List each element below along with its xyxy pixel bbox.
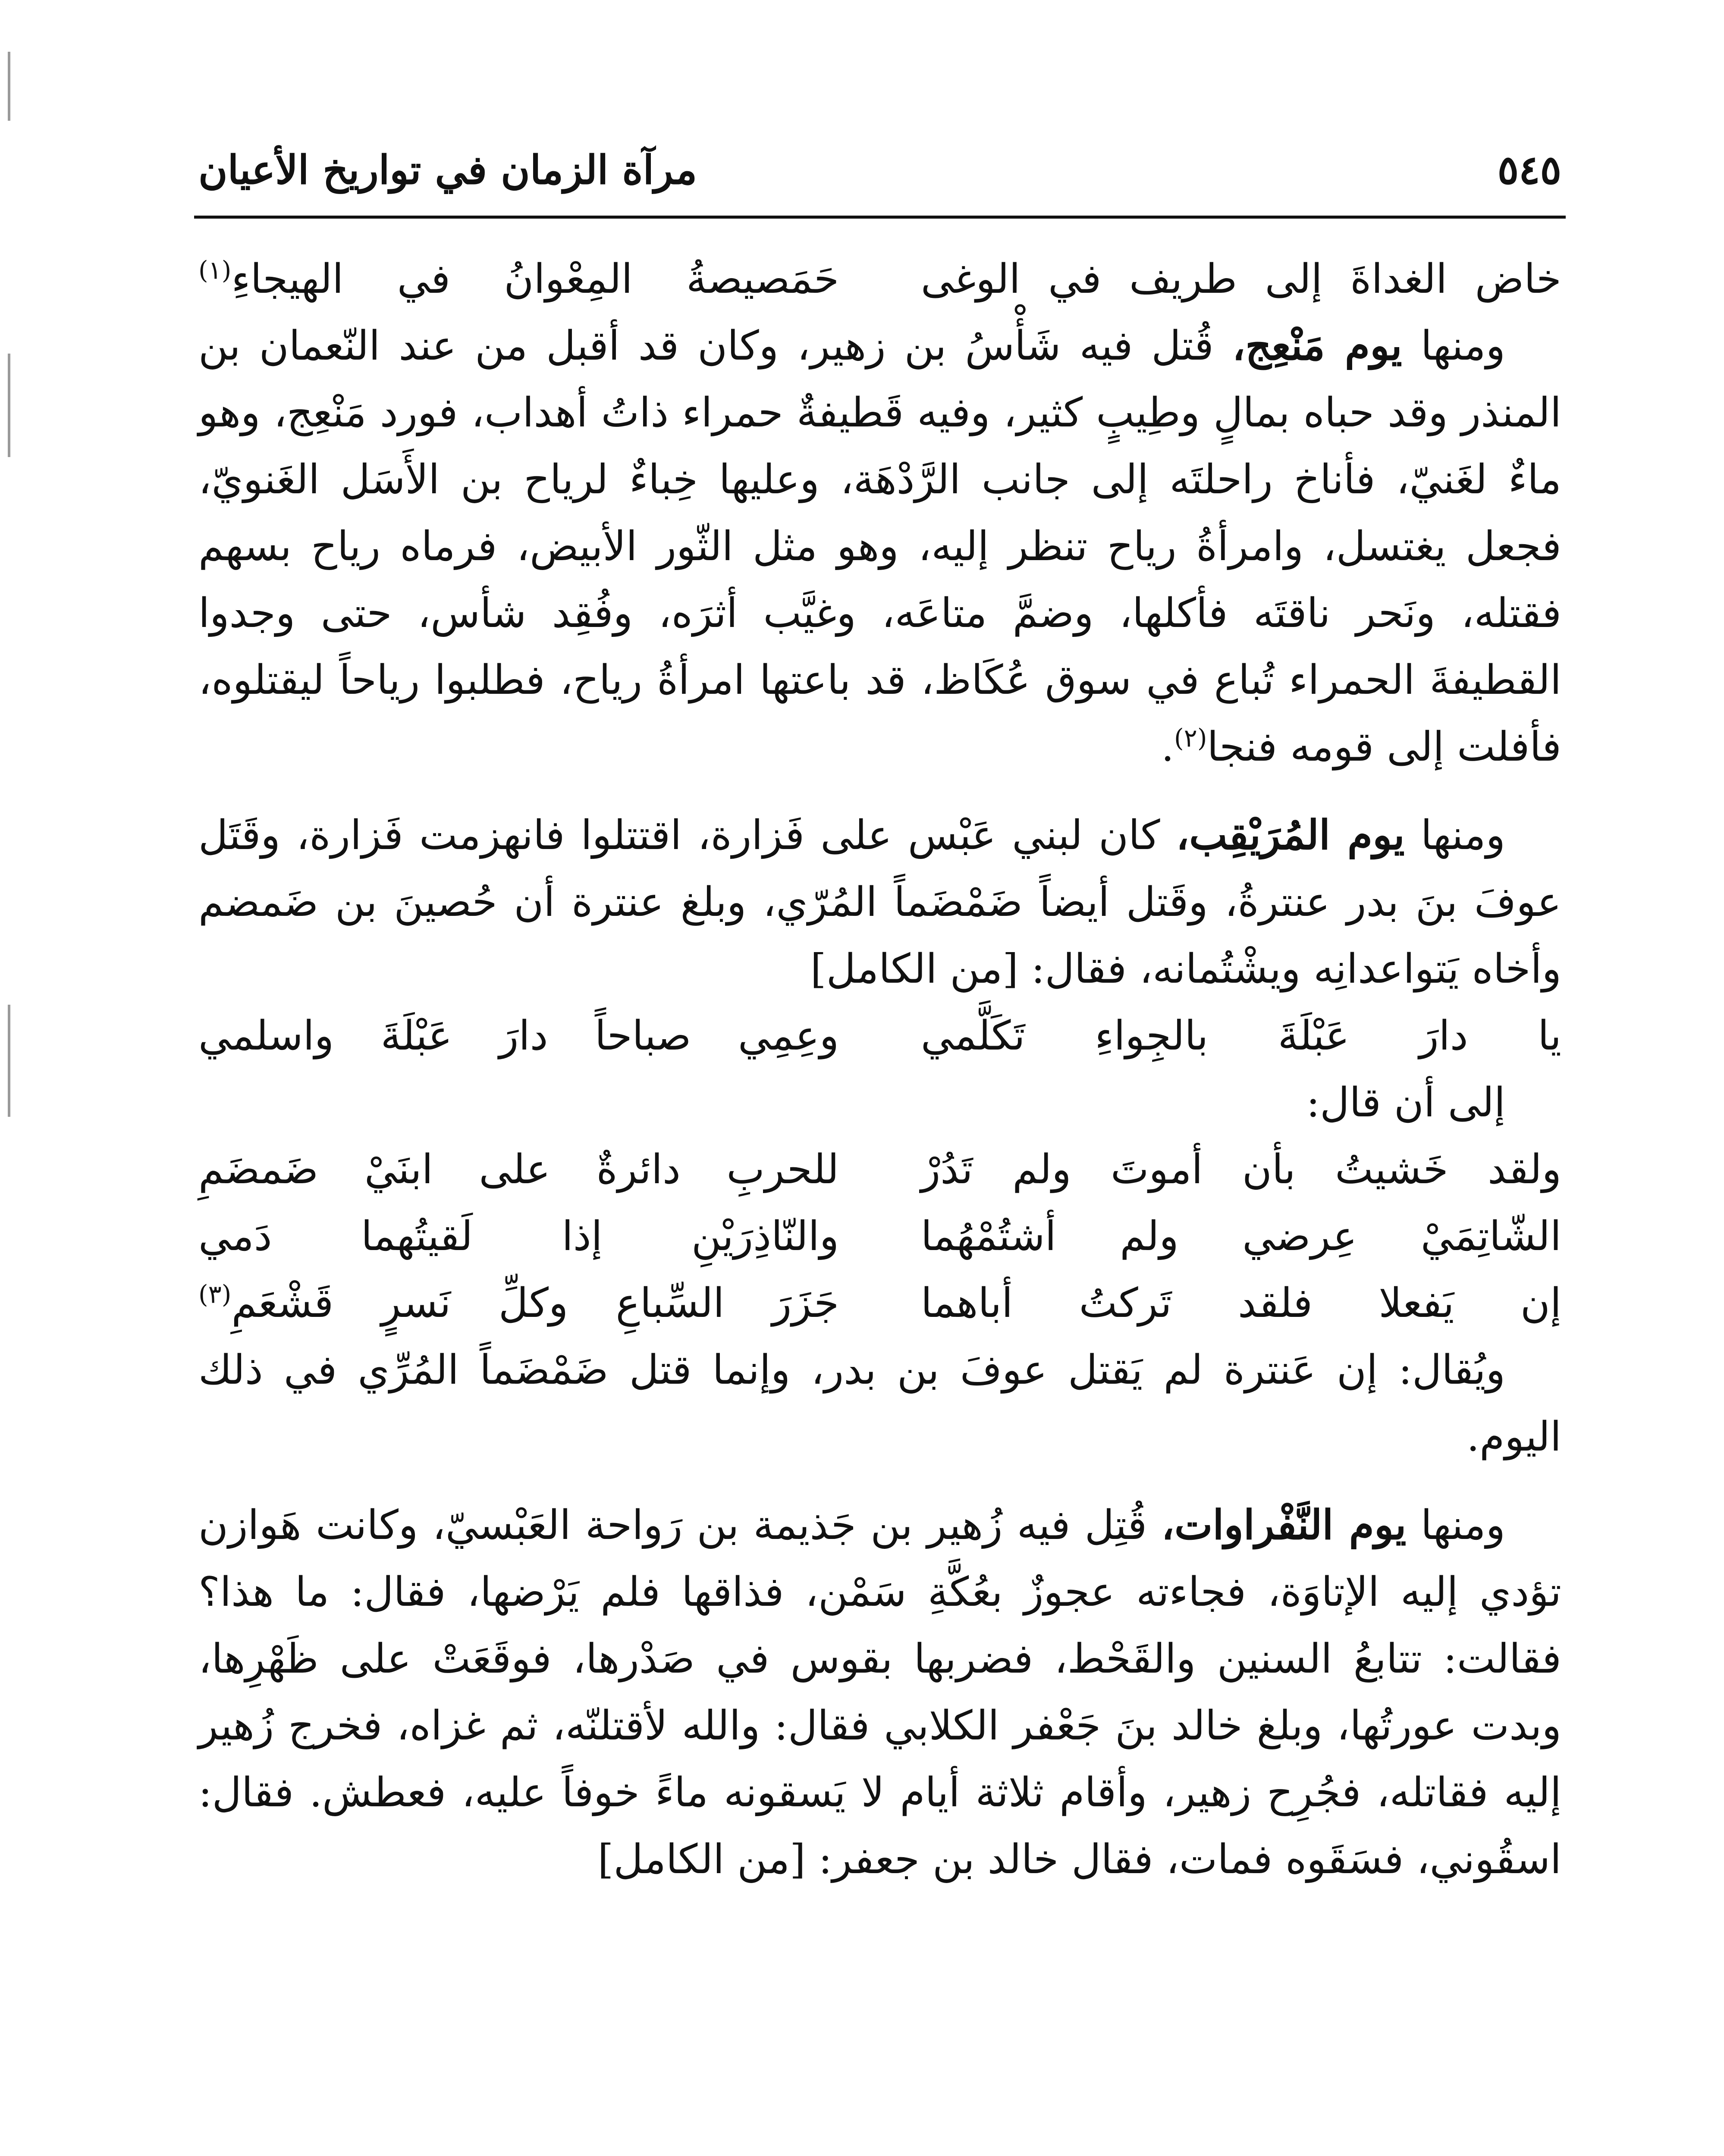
verse-first-hemistich: خاض الغداةَ إلى طريف في الوغى [920,256,1561,303]
footnote-marker: (٣) [198,1279,232,1309]
paragraph-yawm-manij [198,313,1561,780]
until-he-said: إلى أن قال: [1306,1079,1505,1126]
verse-second-hemistich: وعِمِي صباحاً دارَ عَبْلَةَ واسلمي [198,1012,839,1059]
verse-second-hemistich [198,1270,839,1337]
page-number: ٥٤٥ [1497,147,1561,193]
footnote-marker: (١) [198,255,232,285]
scan-edge-mark [8,1005,10,1117]
event-name: يوم النَّفْراوات، [1161,1501,1407,1549]
paragraph-yawm-nafrawat [198,1492,1561,1893]
verse-second-hemistich: للحربِ دائرةٌ على ابنَيْ ضَمضَمِ [198,1146,839,1193]
verse-first-hemistich: إن يَفعلا فلقد تَركتُ أباهما [920,1280,1561,1327]
header-rule [194,216,1566,219]
event-name: يوم مَنْعِج، [1232,322,1402,370]
verse-first-hemistich: يا دارَ عَبْلَةَ بالجِواءِ تَكَلَّمي [920,1012,1561,1059]
hemistich-text: جَزَرَ السِّباعِ وكلِّ نَسرٍ قَشْعَمِ [231,1280,839,1327]
verse-line [198,1003,1561,1069]
paragraph-text: قُتِل فيه زُهير بن جَذيمة بن رَواحة العَبْسيّ، وكانت هَوازن تؤدي إليه الإتاوَة، فجاءته عجوزٌ بعُكَّةِ سَمْن، فذاقها فلم يَرْضها، فقال: ما هذا؟ فقالت: تتابعُ السنين والقَحْط، فضربها بقوس في صَدْرها، فوقَعَتْ على ظَهْرِها، وبدت عورتُها، وبلغ خالد بنَ جَعْفر الكلابي فقال: والله لأقتلنّه، ثم غزاه، فخرج زُهير إليه فقاتله، فجُرِح زهير، وأقام ثلاثة أيام لا يَسقونه ماءً خوفاً عليه، فعطش. فقال: اسقُوني، فسَقَوه فمات، فقال خالد بن جعفر: [من الكامل] [198,1502,1561,1883]
paragraph-lead: ومنها [1420,323,1505,370]
paragraph-end: . [1161,724,1174,771]
paragraph-yawm-muraiqib [198,802,1561,1003]
verse-second-hemistich: والنّاذِرَيْنِ إذا لَقيتُهما دَمي [198,1213,839,1260]
verse-line [198,246,1561,313]
event-name: يوم المُرَيْقِب، [1176,812,1405,859]
scan-edge-mark [8,354,10,457]
verse-first-hemistich: الشّاتِمَيْ عِرضي ولم أشتُمْهُما [920,1213,1561,1260]
footnote-marker: (٢) [1174,723,1207,753]
hemistich-text: حَمَصيصةُ المِعْوانُ في الهيجاءِ [231,256,839,303]
paragraph-text: قُتل فيه شَأْسُ بن زهير، وكان قد أقبل من عند النّعمان بن المنذر وقد حباه بمالٍ وطِيبٍ كثير، وفيه قَطيفةٌ حمراء ذاتُ أهداب، فورد مَنْعِج، وهو ماءٌ لغَنيّ، فأناخ راحلتَه إلى جانب الرَّدْهَة، وعليها خِباءٌ لرياح بن الأَسَل الغَنويّ، فجعل يغتسل، وامرأةُ رياح تنظر إليه، وهو مثل الثّور الأبيض، فرماه رياح بسهم فقتله، ونَحر ناقتَه فأكلها، وضمَّ متاعَه، وغيَّب أثرَه، وفُقِد شأس، حتى وجدوا القطيفةَ الحمراء تُباع في سوق عُكَاظ، قد باعتها امرأةُ رياح، فطلبوا رياحاً ليقتلوه، فأفلت إلى قومه فنجا [198,323,1561,771]
verse-line [198,1203,1561,1270]
scan-edge-mark [8,52,10,121]
verse-line [198,1136,1561,1203]
page-header [198,129,1561,203]
paragraph-text: كان لبني عَبْس على فَزارة، اقتتلوا فانهزمت فَزارة، وقَتَل عوفَ بنَ بدر عنترةُ، وقَتل أيضاً ضَمْضَماً المُرّي، وبلغ عنترة أن حُصينَ بن ضَمضم وأخاه يَتواعدانِه ويشْتُمانه، فقال: [من الكامل] [198,812,1561,993]
paragraph-lead: ومنها [1420,1502,1505,1549]
verse-second-hemistich [198,246,839,313]
paragraph-note: ويُقال: إن عَنترة لم يَقتل عوفَ بن بدر، وإنما قتل ضَمْضَماً المُرِّي في ذلك اليوم. [198,1347,1561,1460]
running-title: مرآة الزمان في تواريخ الأعيان [198,147,697,193]
paragraph-lead: ومنها [1420,812,1505,859]
verse-first-hemistich: ولقد خَشيتُ بأن أموتَ ولم تَدُرْ [920,1146,1561,1193]
verse-line [198,1270,1561,1337]
main-text [198,246,1561,1893]
